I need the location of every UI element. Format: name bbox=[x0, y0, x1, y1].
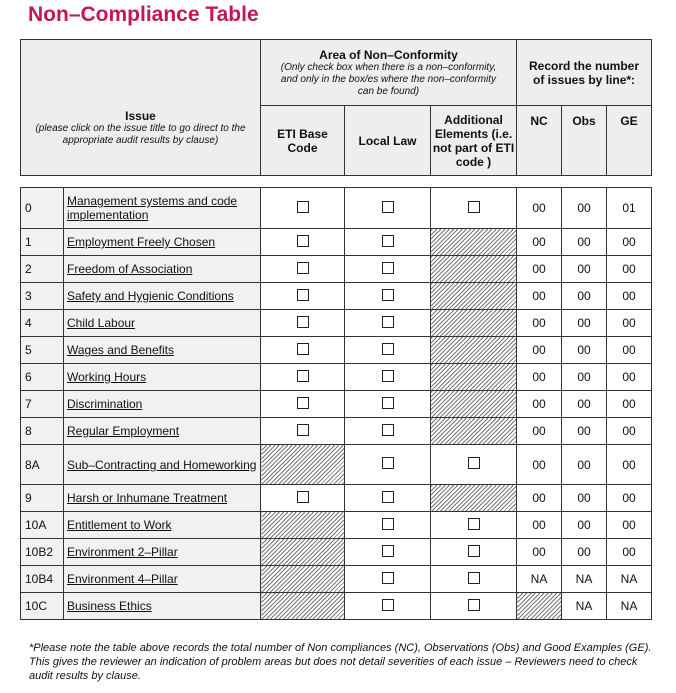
issue-number: 2 bbox=[21, 256, 64, 283]
local-checkbox[interactable] bbox=[382, 316, 394, 328]
local-checkbox-cell bbox=[345, 485, 431, 512]
ge-header: GE bbox=[607, 106, 652, 176]
issue-link[interactable]: Regular Employment bbox=[64, 418, 261, 445]
issue-number: 4 bbox=[21, 310, 64, 337]
issue-number: 10A bbox=[21, 512, 64, 539]
local-checkbox[interactable] bbox=[382, 457, 394, 469]
table-row bbox=[21, 256, 652, 283]
ge-count: 00 bbox=[607, 485, 652, 512]
eti-checkbox-cell bbox=[261, 256, 345, 283]
nc-count: 00 bbox=[517, 539, 562, 566]
obs-count: 00 bbox=[562, 256, 607, 283]
add-checkbox-cell bbox=[431, 566, 517, 593]
issue-header bbox=[21, 40, 261, 176]
ge-count: 00 bbox=[607, 512, 652, 539]
ge-count: NA bbox=[607, 593, 652, 620]
issue-link[interactable]: Wages and Benefits bbox=[64, 337, 261, 364]
nc-count: 00 bbox=[517, 283, 562, 310]
local-checkbox-cell bbox=[345, 229, 431, 256]
obs-count: 00 bbox=[562, 512, 607, 539]
obs-count: 00 bbox=[562, 283, 607, 310]
add-na-cell bbox=[431, 283, 517, 310]
table-row bbox=[21, 593, 652, 620]
area-header bbox=[261, 40, 517, 106]
eti-checkbox-cell bbox=[261, 310, 345, 337]
nc-count: 00 bbox=[517, 229, 562, 256]
ge-count: 00 bbox=[607, 310, 652, 337]
eti-checkbox-cell bbox=[261, 364, 345, 391]
table-row bbox=[21, 512, 652, 539]
eti-checkbox-cell bbox=[261, 337, 345, 364]
ge-count: 00 bbox=[607, 229, 652, 256]
table-row bbox=[21, 418, 652, 445]
issue-header-label: Issue bbox=[125, 108, 156, 123]
add-checkbox-cell bbox=[431, 539, 517, 566]
non-compliance-table bbox=[20, 187, 652, 620]
local-law-header: Local Law bbox=[345, 106, 431, 176]
eti-checkbox[interactable] bbox=[297, 343, 309, 355]
nc-count: 00 bbox=[517, 391, 562, 418]
table-row bbox=[21, 445, 652, 485]
obs-count: 00 bbox=[562, 310, 607, 337]
ge-count: 00 bbox=[607, 337, 652, 364]
nc-header: NC bbox=[517, 106, 562, 176]
eti-checkbox-cell bbox=[261, 485, 345, 512]
add-na-cell bbox=[431, 391, 517, 418]
nc-count: 00 bbox=[517, 256, 562, 283]
local-checkbox-cell bbox=[345, 593, 431, 620]
additional-elements-header: Additional Elements (i.e. not part of ETI code ) bbox=[431, 106, 517, 176]
local-checkbox-cell bbox=[345, 283, 431, 310]
nc-na-cell bbox=[517, 593, 562, 620]
eti-checkbox-cell bbox=[261, 283, 345, 310]
page-title: Non–Compliance Table bbox=[28, 3, 259, 26]
issue-header-note: (please click on the issue title to go direct to the appropriate audit results by clause) bbox=[35, 122, 246, 146]
add-checkbox[interactable] bbox=[468, 518, 480, 530]
eti-checkbox[interactable] bbox=[297, 370, 309, 382]
nc-count: NA bbox=[517, 566, 562, 593]
add-checkbox[interactable] bbox=[468, 545, 480, 557]
add-na-cell bbox=[431, 229, 517, 256]
issue-link[interactable]: Environment 4–Pillar bbox=[64, 566, 261, 593]
nc-count: 00 bbox=[517, 364, 562, 391]
issue-number: 10C bbox=[21, 593, 64, 620]
issue-number: 10B4 bbox=[21, 566, 64, 593]
eti-checkbox[interactable] bbox=[297, 397, 309, 409]
local-checkbox-cell bbox=[345, 391, 431, 418]
obs-count: 00 bbox=[562, 539, 607, 566]
eti-checkbox[interactable] bbox=[297, 491, 309, 503]
local-checkbox[interactable] bbox=[382, 289, 394, 301]
obs-count: 00 bbox=[562, 418, 607, 445]
record-header-label: Record the number of issues by line*: bbox=[529, 58, 640, 87]
local-checkbox-cell bbox=[345, 512, 431, 539]
table-header bbox=[20, 39, 652, 176]
footnote: *Please note the table above records the total number of Non compliances (NC), Observations (Obs) and Good Examples (GE). This gives the reviewer an indication of problem areas but does not detail severities of each issue – Reviewers need to check audit results by clause. bbox=[29, 642, 652, 682]
local-checkbox[interactable] bbox=[382, 424, 394, 436]
ge-count: 00 bbox=[607, 539, 652, 566]
eti-checkbox[interactable] bbox=[297, 201, 309, 213]
local-checkbox-cell bbox=[345, 566, 431, 593]
nc-count: 00 bbox=[517, 485, 562, 512]
add-na-cell bbox=[431, 256, 517, 283]
add-checkbox[interactable] bbox=[468, 457, 480, 469]
eti-na-cell bbox=[261, 539, 345, 566]
issue-number: 8A bbox=[21, 445, 64, 485]
eti-na-cell bbox=[261, 512, 345, 539]
eti-checkbox[interactable] bbox=[297, 289, 309, 301]
issue-number: 5 bbox=[21, 337, 64, 364]
local-checkbox-cell bbox=[345, 256, 431, 283]
add-na-cell bbox=[431, 337, 517, 364]
obs-count: NA bbox=[562, 593, 607, 620]
local-checkbox[interactable] bbox=[382, 370, 394, 382]
nc-count: 00 bbox=[517, 512, 562, 539]
table-row bbox=[21, 566, 652, 593]
local-checkbox[interactable] bbox=[382, 545, 394, 557]
eti-na-cell bbox=[261, 593, 345, 620]
area-header-label: Area of Non–Conformity bbox=[319, 47, 458, 62]
local-checkbox[interactable] bbox=[382, 201, 394, 213]
local-checkbox-cell bbox=[345, 364, 431, 391]
eti-checkbox-cell bbox=[261, 391, 345, 418]
obs-count: 00 bbox=[562, 364, 607, 391]
table-row bbox=[21, 539, 652, 566]
local-checkbox-cell bbox=[345, 337, 431, 364]
add-checkbox[interactable] bbox=[468, 572, 480, 584]
local-checkbox-cell bbox=[345, 445, 431, 485]
table-row bbox=[21, 337, 652, 364]
obs-count: 00 bbox=[562, 337, 607, 364]
add-checkbox-cell bbox=[431, 445, 517, 485]
issue-link[interactable]: Working Hours bbox=[64, 364, 261, 391]
issue-link[interactable]: Management systems and code implementation bbox=[64, 188, 261, 229]
nc-count: 00 bbox=[517, 445, 562, 485]
nc-count: 00 bbox=[517, 310, 562, 337]
add-checkbox[interactable] bbox=[468, 599, 480, 611]
local-checkbox[interactable] bbox=[382, 599, 394, 611]
add-checkbox[interactable] bbox=[468, 201, 480, 213]
issue-link[interactable]: Sub–Contracting and Homeworking bbox=[64, 445, 261, 485]
add-checkbox-cell bbox=[431, 593, 517, 620]
table-row bbox=[21, 283, 652, 310]
local-checkbox[interactable] bbox=[382, 235, 394, 247]
eti-na-cell bbox=[261, 445, 345, 485]
eti-checkbox-cell bbox=[261, 418, 345, 445]
issue-link[interactable]: Harsh or Inhumane Treatment bbox=[64, 485, 261, 512]
nc-count: 00 bbox=[517, 337, 562, 364]
issue-number: 10B2 bbox=[21, 539, 64, 566]
add-na-cell bbox=[431, 418, 517, 445]
obs-count: 00 bbox=[562, 391, 607, 418]
add-na-cell bbox=[431, 310, 517, 337]
ge-count: NA bbox=[607, 566, 652, 593]
area-header-note: (Only check box when there is a non–conformity, and only in the box/es where the non–conformity can be found) bbox=[280, 61, 497, 97]
issue-link[interactable]: Employment Freely Chosen bbox=[64, 229, 261, 256]
local-checkbox[interactable] bbox=[382, 262, 394, 274]
add-checkbox-cell bbox=[431, 512, 517, 539]
nc-count: 00 bbox=[517, 418, 562, 445]
obs-count: 00 bbox=[562, 445, 607, 485]
eti-checkbox[interactable] bbox=[297, 424, 309, 436]
eti-base-header: ETI Base Code bbox=[261, 106, 345, 176]
issue-number: 8 bbox=[21, 418, 64, 445]
obs-header: Obs bbox=[562, 106, 607, 176]
issue-number: 9 bbox=[21, 485, 64, 512]
ge-count: 01 bbox=[607, 188, 652, 229]
local-checkbox[interactable] bbox=[382, 572, 394, 584]
obs-count: NA bbox=[562, 566, 607, 593]
eti-checkbox[interactable] bbox=[297, 235, 309, 247]
table-row bbox=[21, 485, 652, 512]
issue-link[interactable]: Business Ethics bbox=[64, 593, 261, 620]
nc-count: 00 bbox=[517, 188, 562, 229]
add-checkbox-cell bbox=[431, 188, 517, 229]
add-na-cell bbox=[431, 485, 517, 512]
obs-count: 00 bbox=[562, 485, 607, 512]
issue-link[interactable]: Discrimination bbox=[64, 391, 261, 418]
issue-link[interactable]: Child Labour bbox=[64, 310, 261, 337]
ge-count: 00 bbox=[607, 256, 652, 283]
add-na-cell bbox=[431, 364, 517, 391]
table-row bbox=[21, 188, 652, 229]
local-checkbox-cell bbox=[345, 188, 431, 229]
local-checkbox-cell bbox=[345, 418, 431, 445]
issue-number: 7 bbox=[21, 391, 64, 418]
issue-number: 1 bbox=[21, 229, 64, 256]
ge-count: 00 bbox=[607, 391, 652, 418]
local-checkbox-cell bbox=[345, 310, 431, 337]
table-row bbox=[21, 310, 652, 337]
issue-number: 0 bbox=[21, 188, 64, 229]
local-checkbox-cell bbox=[345, 539, 431, 566]
ge-count: 00 bbox=[607, 283, 652, 310]
table-row bbox=[21, 391, 652, 418]
eti-checkbox-cell bbox=[261, 229, 345, 256]
local-checkbox[interactable] bbox=[382, 518, 394, 530]
ge-count: 00 bbox=[607, 418, 652, 445]
eti-na-cell bbox=[261, 566, 345, 593]
issue-link[interactable]: Freedom of Association bbox=[64, 256, 261, 283]
table-row bbox=[21, 364, 652, 391]
obs-count: 00 bbox=[562, 229, 607, 256]
local-checkbox[interactable] bbox=[382, 343, 394, 355]
table-row bbox=[21, 229, 652, 256]
issue-link[interactable]: Safety and Hygienic Conditions bbox=[64, 283, 261, 310]
obs-count: 00 bbox=[562, 188, 607, 229]
issue-link[interactable]: Entitlement to Work bbox=[64, 512, 261, 539]
ge-count: 00 bbox=[607, 445, 652, 485]
eti-checkbox-cell bbox=[261, 188, 345, 229]
issue-link[interactable]: Environment 2–Pillar bbox=[64, 539, 261, 566]
eti-checkbox[interactable] bbox=[297, 316, 309, 328]
ge-count: 00 bbox=[607, 364, 652, 391]
local-checkbox[interactable] bbox=[382, 491, 394, 503]
record-header bbox=[517, 40, 652, 106]
local-checkbox[interactable] bbox=[382, 397, 394, 409]
issue-number: 6 bbox=[21, 364, 64, 391]
issue-number: 3 bbox=[21, 283, 64, 310]
eti-checkbox[interactable] bbox=[297, 262, 309, 274]
